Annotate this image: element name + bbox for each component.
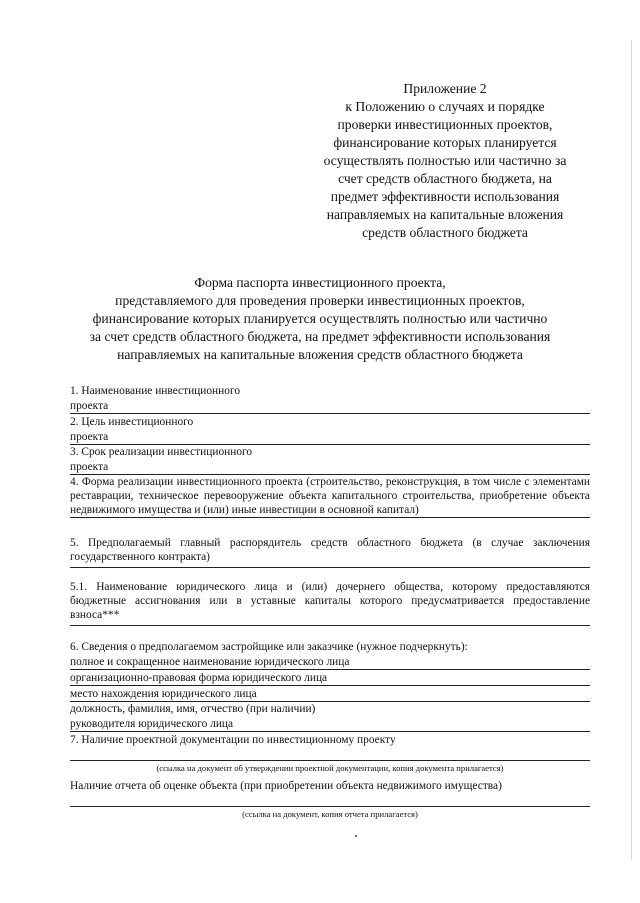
item-6-location: место нахождения юридического лица [70, 687, 590, 702]
title-line: направляемых на капитальные вложения средств областного бюджета [117, 347, 523, 362]
item-3-field: проекта [70, 460, 590, 475]
title-line: финансирование которых планируется осуществлять полностью или частично [92, 311, 548, 326]
item-5-1-line [70, 625, 590, 626]
item-7-caption: (ссылка на документ об утверждении проектной документации, копия документа прилагается) [156, 763, 504, 773]
appendix-line: к Положению о случаях и порядке [345, 99, 545, 114]
item-1-field: проекта [70, 399, 590, 414]
item-5-line [70, 567, 590, 568]
item-6-label: 6. Сведения о предполагаемом застройщике или заказчике (нужное подчеркнуть): [70, 641, 468, 653]
scan-edge [631, 40, 632, 860]
document-title [50, 274, 590, 364]
valuation-label: Наличие отчета об оценке объекта (при приобретении объекта недвижимого имущества) [70, 780, 502, 792]
item-4-field: 4. Форма реализации инвестиционного проекта (строительство, реконструкция, в том числе с элементами реставрации, техническое перевооружение объекта капитального строительства, приобретение объекта недвижимого имущества и (или) иные инвестиции в основной капитал) [70, 476, 590, 516]
item-3-label: 3. Срок реализации инвестиционного [70, 446, 253, 458]
appendix-line: счет средств областного бюджета, на [338, 171, 552, 186]
item-6-legal-form: организационно-правовая форма юридического лица [70, 671, 590, 686]
title-line: представляемого для проведения проверки инвестиционных проектов, [115, 293, 525, 308]
valuation-line [70, 806, 590, 807]
appendix-line: направляемых на капитальные вложения [326, 207, 564, 222]
item-6-position: должность, фамилия, имя, отчество (при наличии) [70, 703, 316, 715]
appendix-line: Приложение 2 [403, 81, 487, 96]
valuation-caption: (ссылка на документ, копия отчета прилагается) [242, 809, 418, 819]
scan-speck [355, 835, 357, 837]
appendix-line: предмет эффективности использования [330, 189, 560, 204]
appendix-line: осуществлять полностью или частично за [323, 153, 567, 168]
item-5-1-label: 5.1. Наименование юридического лица и (или) дочернего общества, которому предоставляются бюджетные ассигнования или в уставные капиталы которого предусматривается предоставление взноса*** [70, 581, 590, 621]
item-7-line [70, 760, 590, 761]
appendix-line: проверки инвестиционных проектов, [337, 117, 553, 132]
item-2-label: 2. Цель инвестиционного [70, 416, 194, 428]
item-2-field: проекта [70, 430, 590, 445]
title-line: за счет средств областного бюджета, на предмет эффективности использования [89, 329, 551, 344]
item-5-label: 5. Предполагаемый главный распорядитель средств областного бюджета (в случае заключения государственного контракта) [70, 537, 590, 563]
appendix-line: средств областного бюджета [362, 225, 528, 240]
item-1-label: 1. Наименование инвестиционного [70, 385, 241, 397]
item-6-full-name: полное и сокращенное наименование юридического лица [70, 655, 590, 670]
appendix-line: финансирование которых планируется [333, 135, 557, 150]
appendix-header [300, 80, 590, 242]
item-6-head: руководителя юридического лица [70, 717, 590, 732]
item-7-label: 7. Наличие проектной документации по инвестиционному проекту [70, 734, 396, 746]
title-line: Форма паспорта инвестиционного проекта, [194, 275, 446, 290]
